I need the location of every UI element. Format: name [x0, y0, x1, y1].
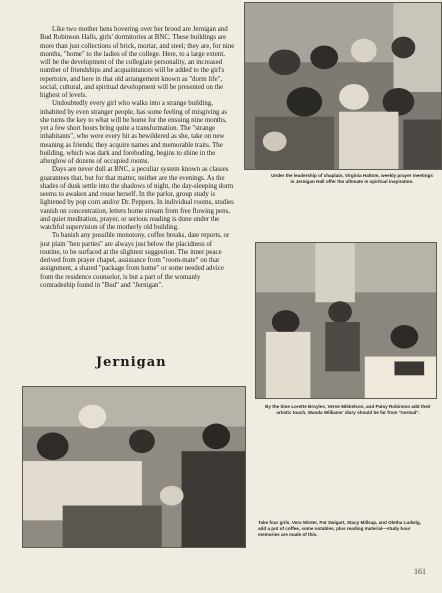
section-title: Jernigan [96, 355, 167, 370]
coffee-study-photo [22, 386, 246, 548]
body-text-column [40, 26, 235, 290]
body-paragraph: Days are never dull at BNC, a peculiar system known as classes guarantees that, but for that matter, neither are the evenings. As the shades of dusk settle into the shadows of night, the day-sleeping dorm seems to awaken and rouse herself. In the parlor, group study is lightened by pop corn and/or Dr. Peppers. In individual rooms, studies vanish on concentration, letters home stream from free flowing pens, and quiet meditation, prayer, or serious reading is done under the watchful supervision of the motherly old building. [40, 166, 234, 231]
diary-caption: By the time Lorette Broyles, Verne Mikkelson, and Patsy Robinson add their artistic touch, Wanda Williams' diary should be far from "normal". [265, 404, 431, 416]
diary-photo [255, 242, 437, 399]
prayer-meeting-photo [244, 2, 442, 170]
body-paragraph: Undoubtedly every girl who walks into a strange building, inhabited by even stranger people, has some feeling of misgiving as she turns the key to what will be home for the ensuing nine months, yet a few short hours bring quite a transformation. The "strange inhabitants", who were every bit as bewildered as she, take on new meaning as friends; they acquire names and memorable traits. The building, which was dark and foreboding, begins to shine in the afterglow of dozens of occupied rooms. [40, 100, 227, 165]
body-paragraph: To banish any possible monotony, coffee breaks, date reports, or just plain "hen parties" are always just below the placidness of routine, to be surfaced at the slightest suggestion. The inner peace derived from prayer chapel, assistance from "room-mate" on that assignment, a shared "package from home" or some needed advice from the residence counselor, is but a part of the womanly comradeship found in "Bud" and "Jernigan". [40, 232, 230, 289]
page-number: 161 [414, 567, 426, 576]
body-paragraph: Like two mother hens hovering over her brood are Jernigan and Bud Robinson Halls, girls' dormitories at BNC. These buildings are more than just collections of brick, mortar, and steel; they are, for nine months, "home" to the ladies of the college. Here, to a large extent, will be the development of the collegiate personality, an increased number of friendships and acquaintances will be added to the girl's repertoire, and here in that old arrangement known as "dorm life", social, cultural, and spiritual development will be presented on the highest of levels. [40, 26, 235, 99]
prayer-meeting-caption: Under the leadership of chaplain, Virginia Haltom, weekly prayer meetings in Jernigan Hall offer the ultimate in spiritual inspiration. [271, 173, 433, 185]
coffee-study-caption: Take four girls, Vera Winter, Pat Swigart, Stacy Millsap, and Oletha Ludwig, add a pot of coffee, some notables, plus reading material—study hour memories are made of this. [258, 520, 421, 538]
